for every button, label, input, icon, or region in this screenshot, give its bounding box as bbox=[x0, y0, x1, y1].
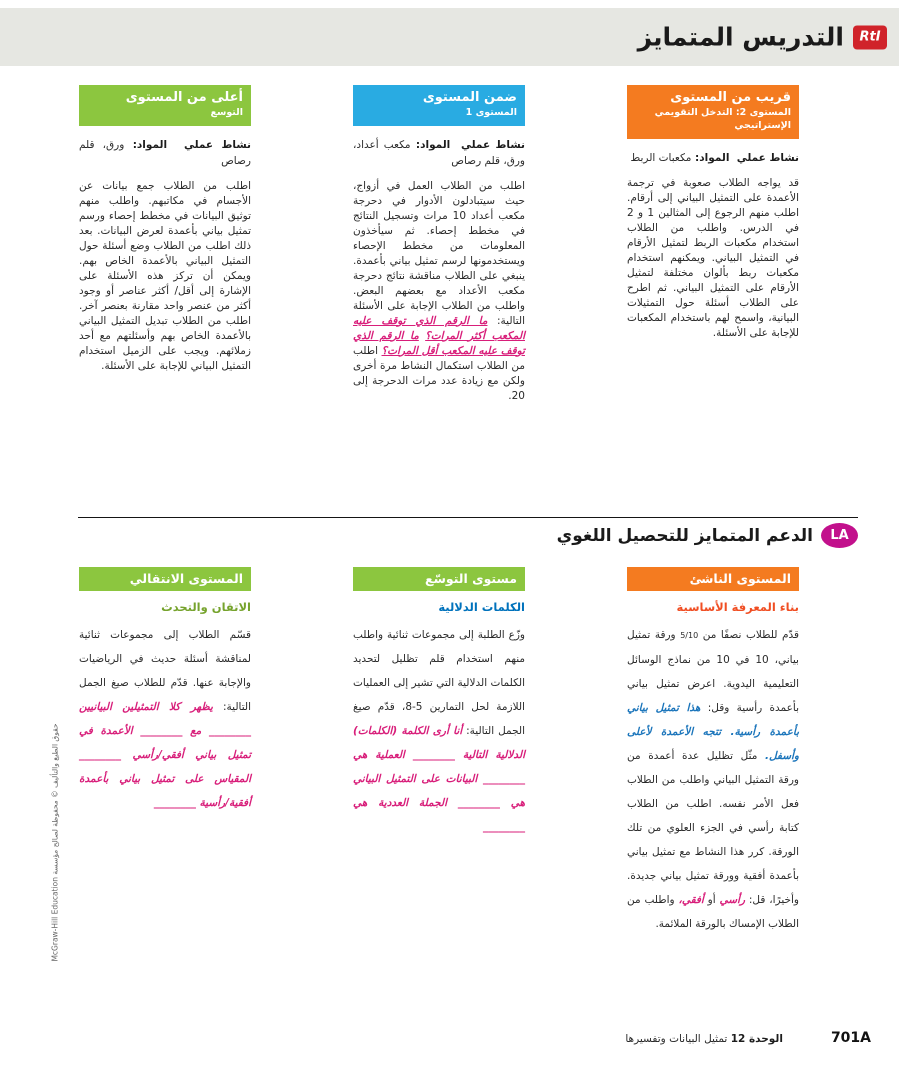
tier-header bbox=[79, 85, 251, 126]
footer bbox=[625, 1030, 871, 1046]
tier-subtitle: المستوى 2: التدخل التقويمي الإستراتيجي bbox=[654, 107, 791, 132]
copyright-sidebar: حقوق الطبع والتأليف © محفوظة لصالح مؤسسة McGraw-Hill Education bbox=[50, 723, 60, 962]
rti-badge: RtI bbox=[853, 25, 887, 49]
sentence-frames-text: وزّع الطلبة إلى مجموعات ثنائية واطلب منهم استخدام قلم تظليل لتحديد الكلمات الدلالية التي تشير إلى العمليات اللازمة لحل التمارين 5-8، قدّم صيغ الجمل التالية: أنا أرى الكلمة (الكلمات) الدلالية التالية ________ العملية هي ________ البيانات على التمثيل البياني هي ________ الجملة العددية هي ________ bbox=[353, 628, 525, 833]
tier-column-expanding bbox=[353, 567, 525, 936]
tier-title: المستوى الناشئ bbox=[689, 571, 791, 586]
tier-header bbox=[353, 85, 525, 126]
tier-title: أعلى من المستوى bbox=[125, 90, 243, 105]
page-number: 701A bbox=[830, 1030, 871, 1046]
header-title-group bbox=[638, 23, 887, 52]
activity-text: اطلب من الطلاب جمع بيانات عن الأجسام في مكاتبهم. واطلب منهم توثيق البيانات في مخطط إحصاء ورسم تمثيل بياني بأعمدة لعرض البيانات. بعد ذلك اطلب من الطلاب وضع أسئلة حول التمثيل البياني بالأعمدة الخاص بهم. ويمكن أن تركز هذه الأسئلة على الإشارة إلى أقل/ أكثر عناصر أو وجود أكثر من عنصر واحد مقارنة بعنصر آخر. اطلب من الطلاب تبديل التمثيل البياني بالأعمدة الخاص بهم وأسئلتهم مع أحد زملائهم. ويجب على الزميل استخدام التمثيل البياني للإجابة على الأسئلة. bbox=[79, 179, 251, 372]
materials-line: نشاط عملي المواد: مكعبات الربط bbox=[630, 151, 799, 164]
sentence-frames-text: قسّم الطلاب إلى مجموعات ثنائية لمناقشة أسئلة حديث في الرياضيات والإجابة عنها. قدّم للطلاب صيغ الجمل التالية: يظهر كلا التمثيلين البيانيين ________ مع ________ الأعمدة في تمثيل بياني أفقي/رأسي ________ المقياس على تمثيل بياني بأعمدة أفقية/رأسية ________ bbox=[79, 628, 251, 809]
tier-title: المستوى الانتقالي bbox=[129, 571, 243, 586]
differentiated-instruction-section bbox=[78, 85, 799, 404]
tier-column-on-level bbox=[353, 85, 525, 404]
la-badge: LA bbox=[821, 523, 858, 548]
tier-subtitle: التوسع bbox=[210, 107, 243, 119]
tier-title: مستوى التوسّع bbox=[425, 571, 517, 586]
tier-column-bridging bbox=[79, 567, 251, 936]
tier-subtitle: بناء المعرفة الأساسية bbox=[676, 599, 799, 614]
unit-reference: الوحدة 12 تمثيل البيانات وتفسيرها bbox=[625, 1033, 783, 1045]
header-band bbox=[0, 8, 899, 66]
tier-title: قريب من المستوى bbox=[670, 90, 791, 105]
document-title: التدريس المتمايز bbox=[637, 22, 844, 52]
materials-line: نشاط عملي المواد: مكعب أعداد، ورق، قلم رصاص bbox=[353, 139, 525, 167]
language-support-heading bbox=[557, 523, 858, 548]
activity-text: اطلب من الطلاب العمل في أزواج، حيث سيتبادلون الأدوار في دحرجة مكعب أعداد 10 مرات وتسجيل النتائج في مخطط إحصاء. ثم سيأخذون المعلومات من مخطط الإحصاء ويستخدمونها لرسم تمثيل بياني بأعمدة. ينبغي على الطلاب مناقشة نتائج دحرجة مكعب الأعداد مع بعضهم البعض. واطلب من الطلاب الإجابة على الأسئلة التالية: ما الرقم الذي توقف عليه المكعب أكثر المرات؟ ما الرقم الذي توقف عليه المكعب أقل المرات؟ اطلب من الطلاب استكمال النشاط مرة أخرى ولكن مع زيادة عدد مرات الدحرجة إلى 20. bbox=[353, 179, 526, 402]
tier-header bbox=[353, 567, 525, 591]
tier-header bbox=[627, 567, 799, 591]
language-support-title: الدعم المتمايز للتحصيل اللغوي bbox=[556, 525, 813, 546]
tier-subtitle: الاتقان والتحدث bbox=[161, 599, 251, 614]
tier-title: ضمن المستوى bbox=[422, 90, 517, 105]
tier-column-emerging bbox=[627, 567, 799, 936]
tier-subtitle: الكلمات الدلالية bbox=[438, 599, 525, 614]
tier-header bbox=[627, 85, 799, 139]
activity-text: قدّم للطلاب نصفًا من 5/10 ورقة تمثيل بياني، 10 في 10 من نماذج الوسائل التعليمية اليدوية. اعرض تمثيل بياني بأعمدة رأسية وقل: هذا تمثيل بياني بأعمدة رأسية. تتجه الأعمدة لأعلى وأسفل. مثّل تظليل عدة أعمدة من ورقة التمثيل البياني واطلب من الطلاب فعل الأمر نفسه. اطلب من الطلاب كتابة رأسي في الجزء العلوي من تلك الورقة. كرر هذا النشاط مع تمثيل بياني بأعمدة أفقية وورقة تمثيل بياني جديدة. وأخيرًا، قل: رأسي أو أفقي، واطلب من الطلاب الإمساك بالورقة الملائمة. bbox=[627, 628, 799, 930]
tier-column-approaching bbox=[627, 85, 799, 404]
language-support-section bbox=[78, 567, 799, 936]
tier-header bbox=[79, 567, 251, 591]
tier-subtitle: المستوى 1 bbox=[465, 107, 517, 119]
activity-text: قد يواجه الطلاب صعوبة في ترجمة الأعمدة على التمثيل البياني إلى أرقام. اطلب منهم الرجوع إلى المثالين 1 و 2 في الدرس. واطلب من الطلاب استخدام مكعبات الربط لتمثيل الأرقام في التمثيل البياني. ويمكنهم استخدام مكعبات ربط بألوان مختلفة لتمثيل الأرقام على التمثيل البياني. ثم اطرح على الطلاب أسئلة حول التمثيلات البيانية، واسمح لهم باستخدام المكعبات للإجابة على الأسئلة. bbox=[627, 176, 799, 339]
materials-line: نشاط عملي المواد: ورق، قلم رصاص bbox=[79, 139, 251, 167]
section-divider bbox=[78, 517, 858, 518]
tier-column-beyond-level bbox=[79, 85, 251, 404]
